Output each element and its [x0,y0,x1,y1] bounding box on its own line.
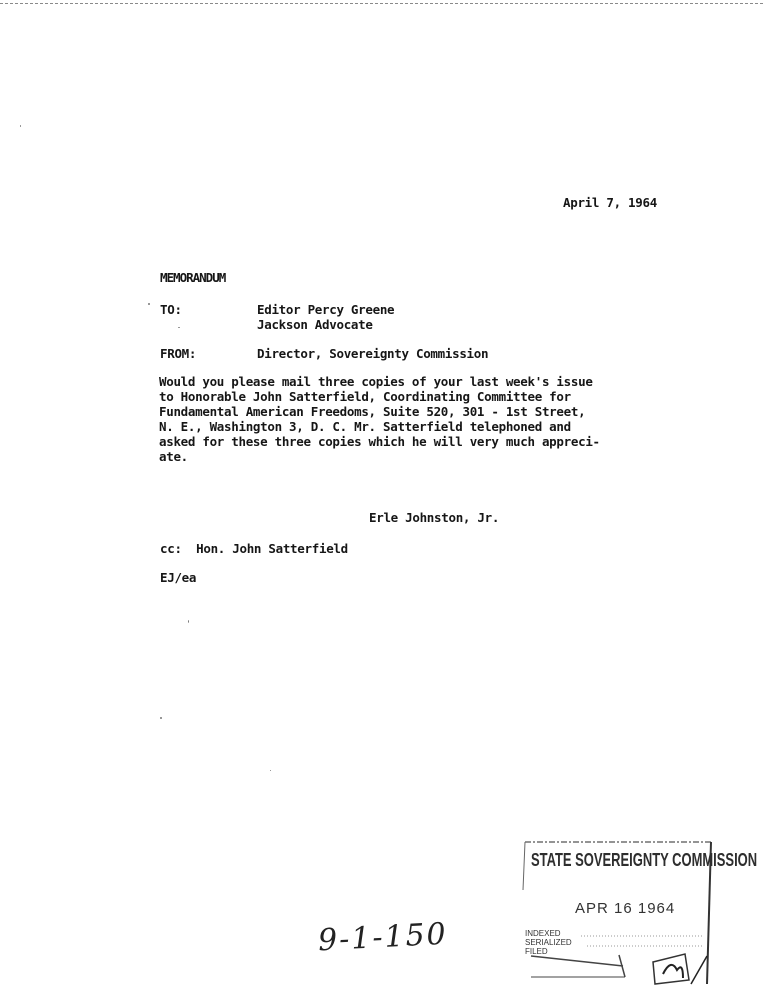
body-line: N. E., Washington 3, D. C. Mr. Satterfield telephoned and [159,419,571,434]
to-recipient-name: Editor Percy Greene [257,302,395,317]
body-line: Would you please mail three copies of your last week's issue [159,374,593,389]
from-label: FROM: [160,346,197,361]
scan-speck [148,303,150,305]
body-line: Fundamental American Freedoms, Suite 520, 301 - 1st Street, [159,404,586,419]
body-line: ate. [159,449,188,464]
stamp-label-serialized: SERIALIZED [525,938,572,947]
to-label: TO: [160,302,182,317]
scan-speck [20,125,21,127]
stamp-label-indexed: INDEXED [525,929,561,938]
scan-speck [188,620,189,623]
scan-speck [270,770,271,771]
signature: Erle Johnston, Jr. [369,510,500,525]
page-top-edge [0,3,763,4]
memo-date: April 7, 1964 [563,195,657,210]
received-stamp [517,838,758,986]
stamp-title: STATE SOVEREIGNTY COMMISSION [531,850,758,870]
stamp-date: APR 16 1964 [575,900,676,917]
to-recipient-organization: Jackson Advocate [257,317,373,332]
cc-line: cc: Hon. John Satterfield [160,541,348,556]
body-line: to Honorable John Satterfield, Coordinating Committee for [159,389,571,404]
from-sender: Director, Sovereignty Commission [257,346,489,361]
body-line: asked for these three copies which he will very much appreci- [159,434,600,449]
scan-speck [160,717,162,719]
handwritten-file-number: 9-1-150 [317,916,449,959]
memo-body [159,374,629,464]
scan-speck [178,327,180,328]
stamp-label-filed: FILED [525,947,548,956]
typist-initials: EJ/ea [160,570,197,585]
memo-heading: MEMORANDUM [160,270,226,285]
